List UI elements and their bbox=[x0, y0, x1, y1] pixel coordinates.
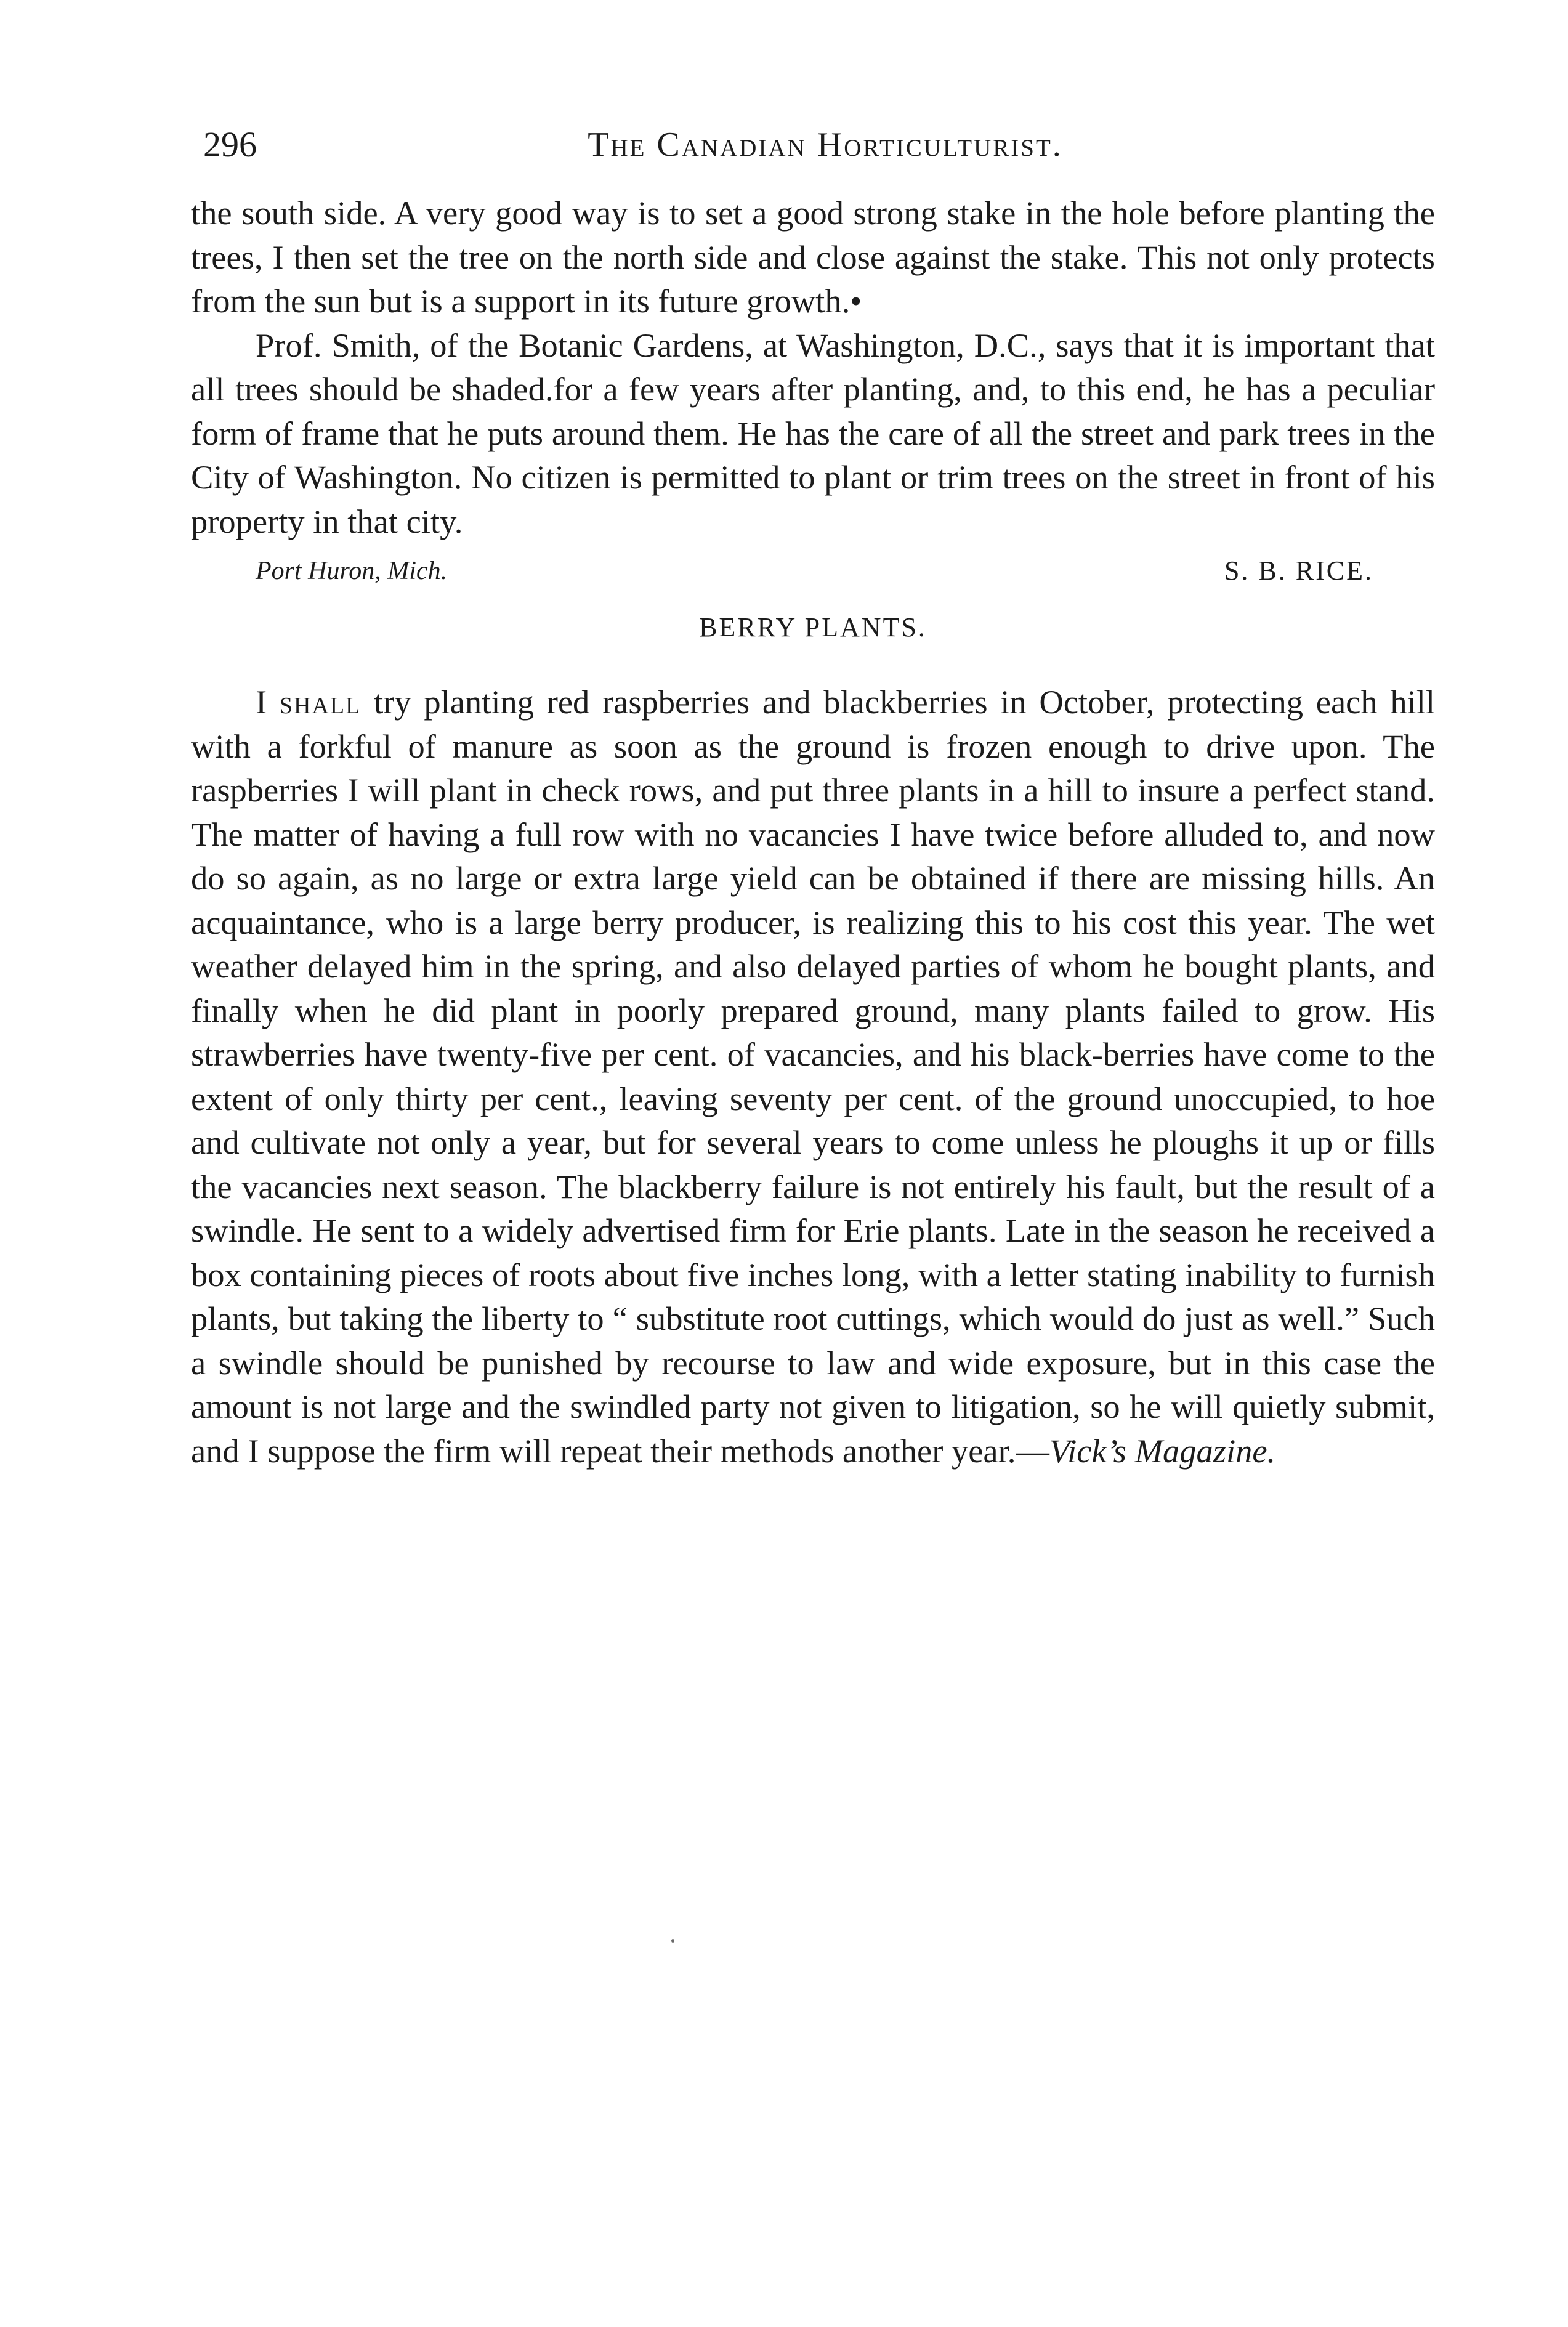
lead-letter: I bbox=[256, 683, 267, 721]
source-citation: Vick’s Magazine. bbox=[1049, 1431, 1276, 1470]
paragraph-berry-plants bbox=[191, 680, 1435, 1473]
running-head bbox=[203, 120, 1447, 169]
article-heading: BERRY PLANTS. bbox=[699, 612, 927, 642]
place-of-writing: Port Huron, Mich. bbox=[256, 557, 448, 585]
lead-smallcaps-word: shall bbox=[279, 683, 362, 721]
journal-title: The Canadian Horticulturist. bbox=[588, 126, 1063, 164]
paragraph-prof-smith: Prof. Smith, of the Botanic Gardens, at Washington, D.C., says that it is important that all trees should be shaded.for a few years after planting, and, to this end, he has a peculiar form of frame that he puts around them. He has the care of all the street and park trees in the City of Washington. No citizen is permitted to plant or trim trees on the street in front of his property in that city. bbox=[191, 326, 1435, 540]
print-speck bbox=[671, 1939, 674, 1943]
signature-line bbox=[191, 547, 1435, 595]
paragraph-continuation: the south side. A very good way is to set a good strong stake in the hole before planting the trees, I then set the tree on the north side and close against the stake. This not only protects from the sun but is a support in its future growth.• bbox=[191, 194, 1435, 320]
page-number: 296 bbox=[203, 124, 257, 164]
article-body-text: try planting red raspberries and blackberries in October, protecting each hill with a forkful of manure as soon as the ground is frozen enough to drive upon. The raspberries I will plant in check rows, and put three plants in a hill to insure a perfect stand. The matter of having a full row with no vacancies I have twice before alluded to, and now do so again, as no large or extra large yield can be obtained if there are missing hills. An acquaintance, who is a large berry producer, is realizing this to his cost this year. The wet weather delayed him in the spring, and also delayed parties of whom he bought plants, and finally when he did plant in poorly prepared ground, many plants failed to grow. His strawberries have twenty-five per cent. of vacancies, and his black-berries have come to the extent of only thirty per cent., leaving seventy per cent. of the ground unoccupied, to hoe and cultivate not only a year, but for several years to come unless he ploughs it up or fills the vacancies next season. The blackberry failure is not entirely his fault, but the result of a swindle. He sent to a widely advertised firm for Erie plants. Late in the season he received a box containing pieces of roots about five inches long, with a letter stating inability to furnish plants, but taking the liberty to “ substitute root cuttings, which would do just as well.” Such a swindle should be punished by recourse to law and wide exposure, but in this case the amount is not large and the swindled party not given to litigation, so he will quietly submit, and I suppose the firm will repeat their methods another year.— bbox=[191, 683, 1436, 1470]
author-signature: S. B. RICE. bbox=[1224, 556, 1373, 586]
text-column bbox=[191, 191, 1435, 1473]
